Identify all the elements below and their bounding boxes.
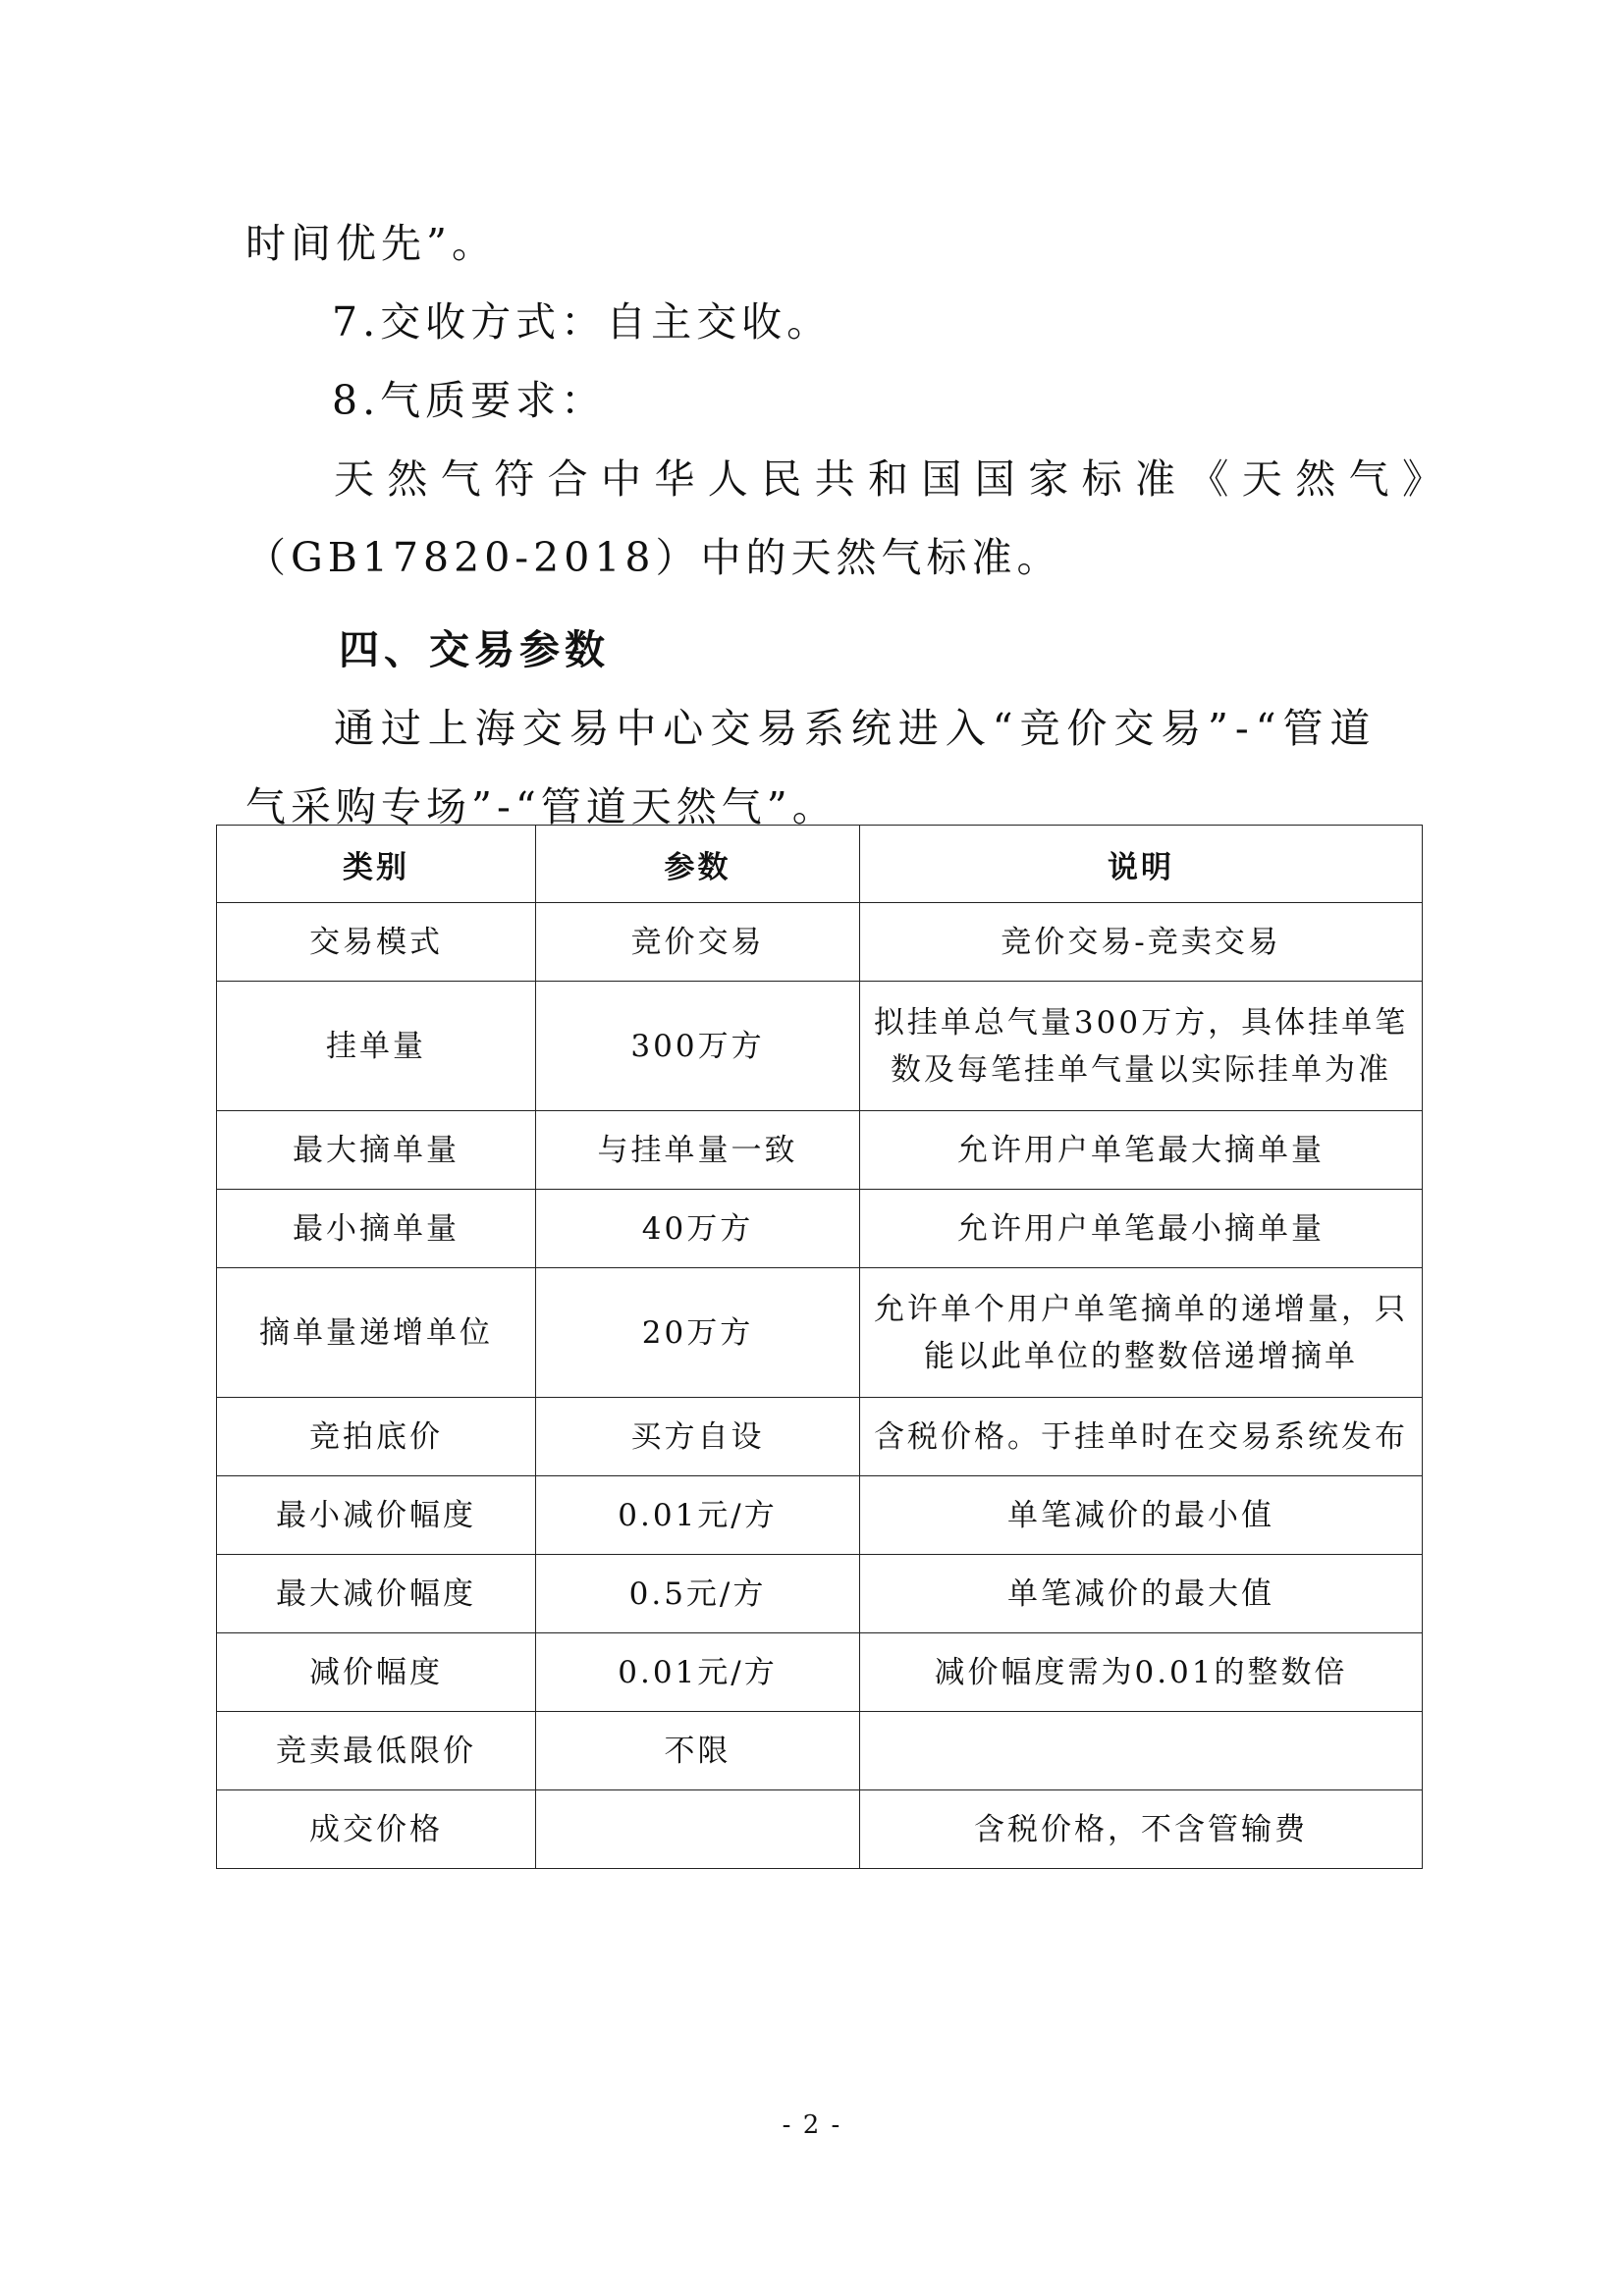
column-header-parameter: 参数	[536, 826, 860, 903]
cell-note	[860, 1268, 1423, 1398]
table-row	[217, 903, 1423, 982]
cell-parameter: 40万方	[536, 1190, 860, 1268]
cell-note	[860, 903, 1423, 982]
cell-category: 竞卖最低限价	[217, 1712, 536, 1790]
cell-note	[860, 1633, 1423, 1712]
cell-note-line: 能以此单位的整数倍递增摘单	[924, 1338, 1358, 1374]
cell-note	[860, 982, 1423, 1111]
column-header-category: 类别	[217, 826, 536, 903]
cell-category: 成交价格	[217, 1790, 536, 1869]
cell-category: 最大减价幅度	[217, 1555, 536, 1633]
cell-note	[860, 1712, 1423, 1790]
cell-category: 最小减价幅度	[217, 1476, 536, 1555]
cell-category: 摘单量递增单位	[217, 1268, 536, 1398]
cell-note-line: 单笔减价的最小值	[1007, 1497, 1274, 1533]
cell-note-line: 拟挂单总气量300万方，具体挂单笔	[873, 1004, 1409, 1041]
table-row	[217, 982, 1423, 1111]
cell-note	[860, 1476, 1423, 1555]
table-row	[217, 1190, 1423, 1268]
table-row	[217, 1398, 1423, 1476]
cell-category: 最大摘单量	[217, 1111, 536, 1190]
table-row	[217, 1111, 1423, 1190]
cell-category: 交易模式	[217, 903, 536, 982]
cell-note-line: 数及每笔挂单气量以实际挂单为准	[891, 1051, 1391, 1088]
page-number: - 2 -	[782, 2110, 842, 2140]
cell-note-line: 单笔减价的最大值	[1007, 1575, 1274, 1612]
table-row	[217, 1712, 1423, 1790]
cell-parameter: 买方自设	[536, 1398, 860, 1476]
cell-note	[860, 1555, 1423, 1633]
cell-category: 挂单量	[217, 982, 536, 1111]
paragraph-system-entry-line1: 通过上海交易中心交易系统进入“竞价交易”-“管道	[334, 705, 1378, 752]
cell-category: 竞拍底价	[217, 1398, 536, 1476]
cell-note	[860, 1111, 1423, 1190]
cell-parameter: 20万方	[536, 1268, 860, 1398]
table-row	[217, 1633, 1423, 1712]
paragraph-gas-quality-title: 8.气质要求：	[332, 377, 607, 424]
cell-parameter: 0.01元/方	[536, 1633, 860, 1712]
table-row	[217, 1790, 1423, 1869]
paragraph-system-entry-line2: 气采购专场”-“管道天然气”。	[245, 783, 838, 830]
table-header-row	[217, 826, 1423, 903]
paragraph-delivery-method: 7.交收方式：自主交收。	[332, 298, 833, 346]
cell-parameter: 不限	[536, 1712, 860, 1790]
cell-category: 最小摘单量	[217, 1190, 536, 1268]
cell-note-line: 含税价格。于挂单时在交易系统发布	[874, 1418, 1408, 1455]
cell-note	[860, 1790, 1423, 1869]
cell-parameter: 与挂单量一致	[536, 1111, 860, 1190]
cell-parameter: 0.5元/方	[536, 1555, 860, 1633]
cell-note-line: 竞价交易-竞卖交易	[1001, 924, 1281, 960]
paragraph-time-priority: 时间优先”。	[245, 220, 497, 267]
cell-note-line: 含税价格，不含管输费	[974, 1811, 1308, 1847]
cell-note-line: 允许用户单笔最大摘单量	[957, 1132, 1325, 1168]
table-row	[217, 1476, 1423, 1555]
table-row	[217, 1268, 1423, 1398]
cell-parameter	[536, 1790, 860, 1869]
cell-parameter: 300万方	[536, 982, 860, 1111]
cell-note-line: 减价幅度需为0.01的整数倍	[934, 1654, 1348, 1690]
cell-parameter: 0.01元/方	[536, 1476, 860, 1555]
cell-note	[860, 1190, 1423, 1268]
cell-note	[860, 1398, 1423, 1476]
section-heading-trading-params: 四、交易参数	[339, 626, 610, 673]
paragraph-gas-standard-line1: 天然气符合中华人民共和国国家标准《天然气》	[334, 455, 1456, 503]
cell-parameter: 竞价交易	[536, 903, 860, 982]
cell-category: 减价幅度	[217, 1633, 536, 1712]
cell-note-line: 允许用户单笔最小摘单量	[957, 1210, 1325, 1247]
table-row	[217, 1555, 1423, 1633]
paragraph-gas-standard-line2: （GB17820-2018）中的天然气标准。	[245, 534, 1062, 581]
column-header-note: 说明	[860, 826, 1423, 903]
trading-parameters-table	[216, 825, 1423, 1869]
cell-note-line: 允许单个用户单笔摘单的递增量，只	[874, 1291, 1408, 1327]
